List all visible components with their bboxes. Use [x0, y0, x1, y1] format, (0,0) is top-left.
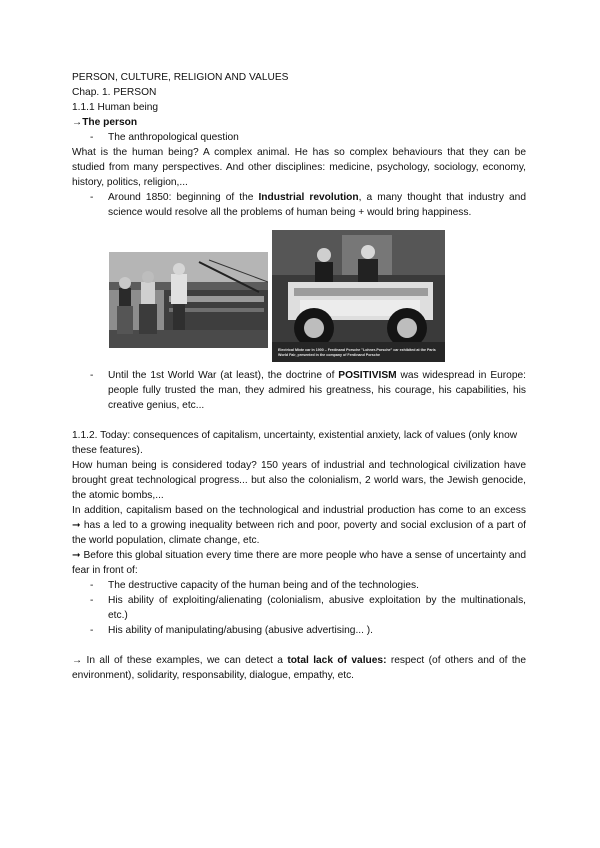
- factory-workers-photo: [109, 252, 268, 348]
- image-caption: Electrical Mixte car in 1900 – Ferdinand Porsche "Lohner-Porsche" car exhibited at the Paris World Fair, presented in the company of Ferdinand Porsche: [278, 348, 436, 357]
- person-heading: [72, 115, 526, 130]
- list-item-text: was widespread in Europe: people fully trusted the man, they admired his greatness, his courage, his capabilities, his creative genius, etc...: [108, 370, 527, 411]
- conclusion-paragraph: [72, 653, 526, 683]
- image-row: [72, 230, 526, 362]
- list-item-text: Around 1850: beginning of the: [108, 192, 259, 203]
- paragraph-human-being: What is the human being? A complex animal. He has so complex behaviours that they can be studied from many perspectives. And other disciplines: medicine, psychology, sociology, economy, history, politics, religion,...: [72, 147, 526, 188]
- bullet-dash: -: [90, 595, 94, 606]
- section-1-1-2-heading: 1.1.2. Today: consequences of capitalism, uncertainty, existential anxiety, lack of values (only know these features).: [72, 430, 518, 456]
- bullet-dash: -: [90, 370, 94, 381]
- list-item: [72, 368, 526, 413]
- paragraph-capitalism: In addition, capitalism based on the technological and industrial production has come to an excess ➞ has a led to a growing inequality between rich and poor, poverty and social exclusion of a part of the world population, climate change, etc.: [72, 505, 526, 546]
- bullet-dash: -: [90, 625, 94, 636]
- list-item-text: His ability of exploiting/alienating (colonialism, abusive exploitation by the multinationals, etc.): [108, 595, 526, 621]
- positivism-term: POSITIVISM: [338, 370, 397, 381]
- list-item-text: , a many thought that industry and science would resolve all the problems of human being + would bring happiness.: [108, 192, 527, 218]
- bullet-dash: -: [90, 580, 94, 591]
- list-item: [72, 623, 526, 638]
- paragraph-today: How human being is considered today? 150 years of industrial and technological civilization have brought great technological progress... but also the colonialism, 2 world wars, the Jewish genocide, the atomic bombs,...: [72, 460, 526, 501]
- list-item: [72, 578, 526, 593]
- document-title: PERSON, CULTURE, RELIGION AND VALUES: [72, 72, 289, 83]
- total-lack-of-values-term: total lack of values:: [287, 655, 387, 666]
- document-page: [72, 70, 526, 683]
- conclusion-text: → In all of these examples, we can detect a: [72, 655, 288, 666]
- section-1-1-1-heading: 1.1.1 Human being: [72, 102, 159, 113]
- list-item-text: The destructive capacity of the human being and of the technologies.: [108, 580, 419, 591]
- bullet-dash: -: [90, 192, 94, 203]
- person-heading-text: The person: [82, 117, 138, 128]
- arrow-icon: →: [72, 117, 83, 128]
- list-item: [72, 190, 526, 220]
- list-item: [72, 593, 526, 623]
- paragraph-global-situation: ➞ Before this global situation every time there are more people who have a sense of uncertainty and fear in front of:: [72, 550, 526, 576]
- chapter-heading: Chap. 1. PERSON: [72, 87, 157, 98]
- list-item: [72, 130, 526, 145]
- lohner-porsche-car-photo: [272, 230, 445, 362]
- industrial-revolution-term: Industrial revolution: [258, 192, 359, 203]
- bullet-dash: -: [90, 132, 94, 143]
- conclusion-text: respect (of others and of the environment), solidarity, responsability, dialogue, empathy, etc.: [72, 655, 526, 681]
- list-item-text: The anthropological question: [108, 132, 239, 143]
- list-item-text: Until the 1st World War (at least), the doctrine of: [108, 370, 339, 381]
- list-item-text: His ability of manipulating/abusing (abusive advertising... ).: [108, 625, 374, 636]
